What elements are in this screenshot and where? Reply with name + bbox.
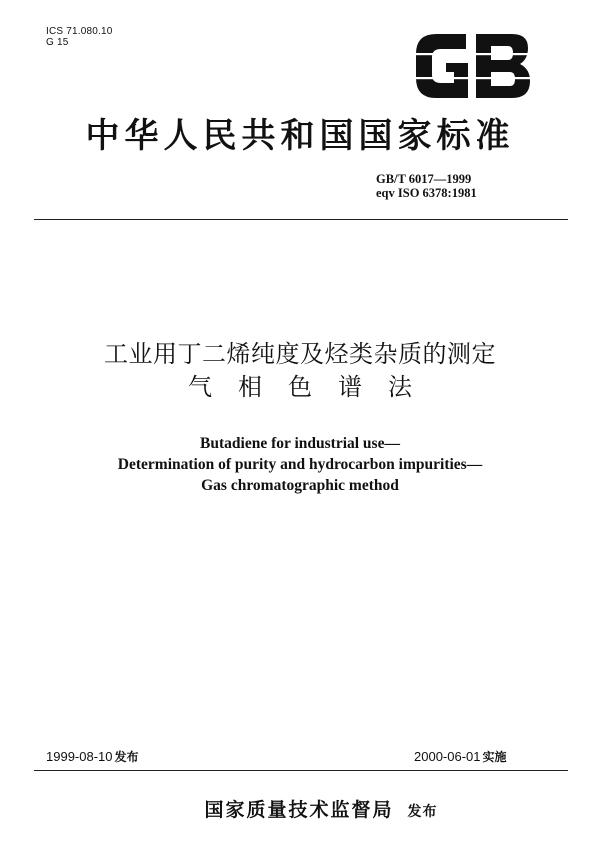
implementation-date-label: 实施 — [482, 750, 507, 764]
national-standard-heading: 中华人民共和国国家标准 — [85, 116, 515, 156]
english-title-line-3: Gas chromatographic method — [201, 477, 399, 494]
issuing-action: 发布 — [407, 804, 438, 820]
implementation-date — [414, 748, 507, 766]
standard-code — [376, 172, 576, 186]
gb-logo-g-letter — [416, 34, 468, 98]
issue-date-value: 1999-08-10 — [46, 749, 113, 764]
english-title-line-1: Butadiene for industrial use— — [200, 435, 400, 452]
chinese-title-line-2: 气相色谱法 — [188, 373, 438, 401]
header-divider — [34, 219, 568, 220]
gb-logo-b-letter — [476, 34, 530, 98]
implementation-date-value: 2000-06-01 — [414, 749, 481, 764]
footer-divider — [34, 770, 568, 771]
standard-equivalence-text: eqv ISO 6378:1981 — [376, 186, 477, 200]
standard-equivalence — [376, 186, 576, 200]
gb-logo — [414, 30, 532, 102]
issue-date — [46, 748, 139, 766]
ccs-code: G 15 — [46, 37, 69, 48]
english-title-line-2: Determination of purity and hydrocarbon impurities— — [117, 456, 483, 473]
chinese-title-line-1: 工业用丁二烯纯度及烃类杂质的测定 — [104, 340, 496, 368]
ics-code: ICS 71.080.10 — [46, 26, 113, 37]
issue-date-label: 发布 — [114, 750, 139, 764]
issuing-organization: 国家质量技术监督局 — [204, 799, 394, 821]
standard-code-text: GB/T 6017—1999 — [376, 172, 472, 186]
issuing-authority — [0, 797, 600, 825]
